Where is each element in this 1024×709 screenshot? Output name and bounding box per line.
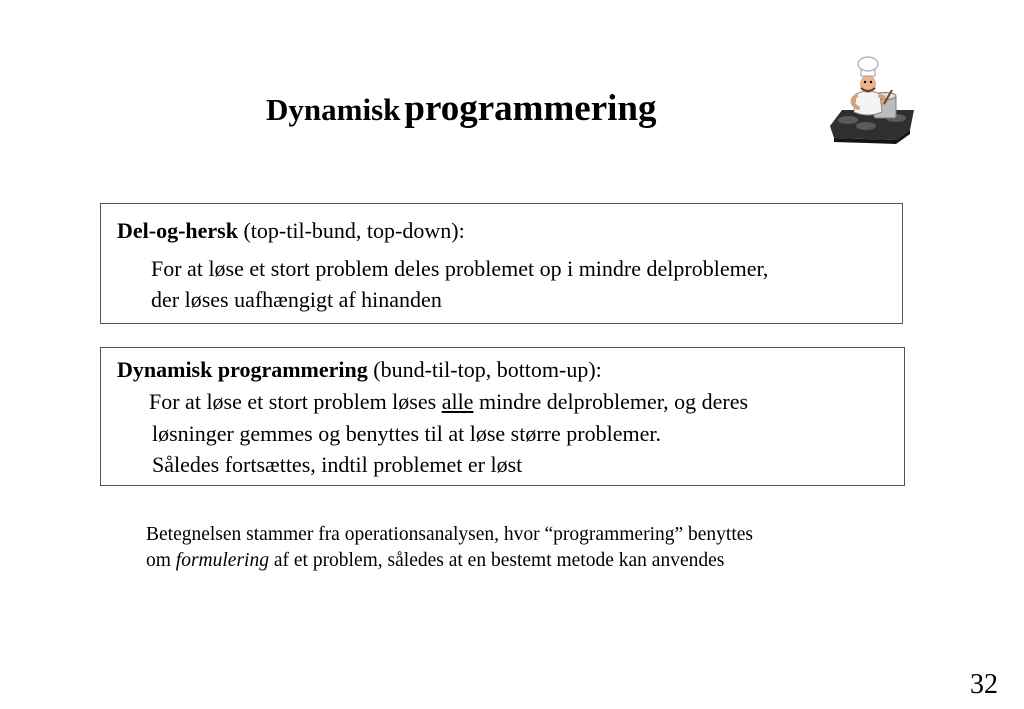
note-line2-italic: formulering xyxy=(175,550,269,571)
title-large-part: programmering xyxy=(404,88,657,129)
box1-line1: For at løse et stort problem deles problemet op i mindre delproblemer, xyxy=(151,256,769,281)
box1-heading-rest: (top-til-bund, top-down): xyxy=(237,218,465,243)
note-line2-pre: om xyxy=(146,550,176,571)
slide-title xyxy=(266,90,656,127)
page-number: 32 xyxy=(970,669,998,700)
note-line1: Betegnelsen stammer fra operationsanalysen, hvor “programmering” benyttes xyxy=(146,524,753,545)
divide-and-conquer-box xyxy=(100,203,903,324)
box2-line3: Således fortsættes, indtil problemet er løst xyxy=(152,452,523,477)
box2-heading-rest: (bund-til-top, bottom-up): xyxy=(367,357,602,382)
note-line2-post: af et problem, således at en bestemt metode kan anvendes xyxy=(268,550,725,571)
box2-line1-pre: For at løse et stort problem løses xyxy=(149,389,442,414)
box2-heading-bold: Dynamisk programmering xyxy=(117,357,368,382)
box2-heading xyxy=(117,357,602,383)
box1-heading-bold: Del-og-hersk xyxy=(117,218,238,243)
box2-line1-underlined: alle xyxy=(441,389,474,414)
chef-cooking-icon xyxy=(826,52,918,146)
box2-line1-post: mindre delproblemer, og deres xyxy=(473,389,749,414)
dynamic-programming-box xyxy=(100,347,905,486)
title-small-part: Dynamisk xyxy=(266,92,401,127)
box1-line2: der løses uafhængigt af hinanden xyxy=(151,287,442,312)
box2-line2: løsninger gemmes og benyttes til at løse større problemer. xyxy=(152,421,661,446)
box2-line1 xyxy=(149,389,748,415)
note-line2 xyxy=(146,549,724,573)
box1-heading xyxy=(117,218,465,244)
